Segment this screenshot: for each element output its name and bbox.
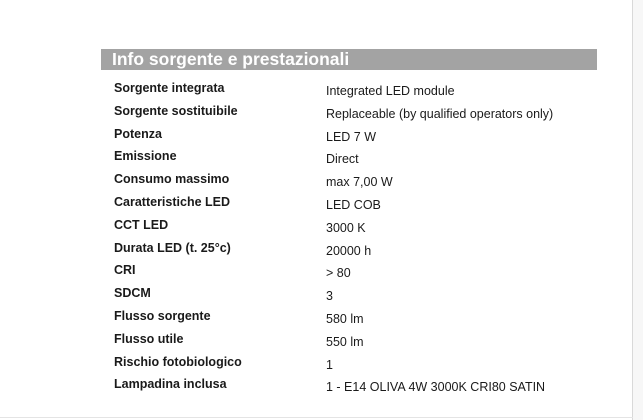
spec-label: Consumo massimo <box>114 172 230 187</box>
spec-label: Durata LED (t. 25°c) <box>114 240 231 255</box>
spec-row-consumo-massimo <box>0 171 632 194</box>
spec-row-flusso-utile <box>0 331 632 354</box>
spec-value: > 80 <box>326 266 351 281</box>
spec-label: Flusso utile <box>114 331 184 346</box>
spec-row-cct-led <box>0 217 632 240</box>
spec-row-potenza <box>0 126 632 149</box>
spec-value: 1 - E14 OLIVA 4W 3000K CRI80 SATIN <box>326 380 546 395</box>
spec-row-sdcm <box>0 285 632 308</box>
section-header <box>101 49 597 70</box>
spec-value: 580 lm <box>326 311 364 326</box>
spec-row-caratteristiche-led <box>0 194 632 217</box>
spec-value: Replaceable (by qualified operators only) <box>326 106 554 121</box>
spec-label: Sorgente integrata <box>114 81 225 95</box>
page-right-margin <box>633 0 643 420</box>
spec-label: Rischio fotobiologico <box>114 354 242 369</box>
spec-row-sorgente-integrata <box>0 80 632 103</box>
section-title: Info sorgente e prestazionali <box>112 49 350 69</box>
spec-value: Integrated LED module <box>326 84 455 98</box>
spec-value: LED 7 W <box>326 129 377 144</box>
spec-table <box>0 80 632 399</box>
spec-row-flusso-sorgente <box>0 308 632 331</box>
spec-label: Emissione <box>114 149 177 164</box>
spec-value: 1 <box>326 357 333 372</box>
spec-value: 20000 h <box>326 243 372 258</box>
spec-row-sorgente-sostituibile <box>0 103 632 126</box>
spec-label: SDCM <box>114 286 151 301</box>
page-bottom-border <box>0 417 633 418</box>
spec-row-cri <box>0 262 632 285</box>
spec-value: 550 lm <box>326 334 364 349</box>
spec-label: Caratteristiche LED <box>114 194 231 209</box>
spec-row-durata-led <box>0 240 632 263</box>
spec-value: Direct <box>326 152 359 167</box>
spec-value: 3 <box>326 289 333 304</box>
spec-row-rischio-fotobiologico <box>0 354 632 377</box>
spec-row-lampadina-inclusa <box>0 376 632 399</box>
spec-value: max 7,00 W <box>326 175 393 190</box>
spec-label: Lampadina inclusa <box>114 377 227 392</box>
spec-value: 3000 K <box>326 220 366 235</box>
spec-row-emissione <box>0 148 632 171</box>
spec-label: CCT LED <box>114 217 169 232</box>
spec-value: LED COB <box>326 197 381 212</box>
spec-label: Sorgente sostituibile <box>114 103 238 118</box>
spec-label: Potenza <box>114 126 162 141</box>
spec-label: Flusso sorgente <box>114 308 211 323</box>
spec-label: CRI <box>114 263 136 278</box>
